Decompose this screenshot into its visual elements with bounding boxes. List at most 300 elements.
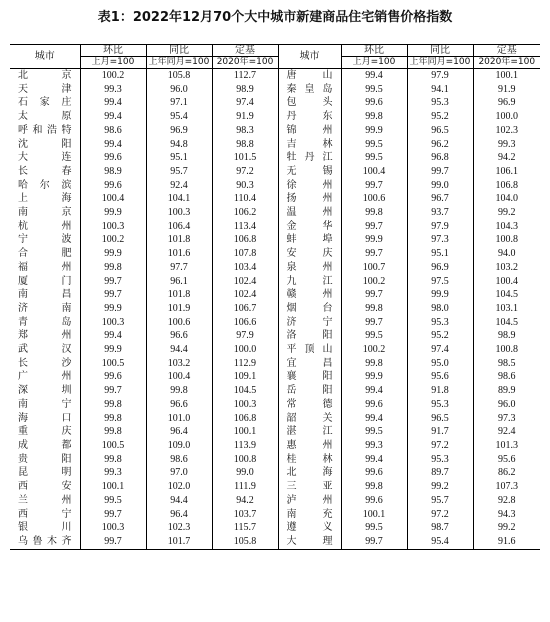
left-city-cell: 昆明 <box>18 467 72 479</box>
table-row <box>10 439 540 453</box>
right-yoy-cell: 95.0 <box>407 357 473 371</box>
right-yoy-cell: 89.7 <box>407 466 473 480</box>
left-city-cell: 厦门 <box>18 275 72 287</box>
left-city-cell: 大连 <box>18 152 72 164</box>
right-fixed-cell: 94.2 <box>473 151 540 165</box>
right-city-cell: 丹东 <box>278 110 341 124</box>
right-yoy-cell: 95.4 <box>407 535 473 549</box>
left-fixed-cell: 104.5 <box>212 384 278 398</box>
right-fixed-cell: 89.9 <box>473 384 540 398</box>
left-yoy-cell: 101.9 <box>146 302 212 316</box>
right-yoy-cell: 99.9 <box>407 288 473 302</box>
price-index-table <box>10 44 540 550</box>
table-row <box>10 124 540 138</box>
left-mom-cell: 99.3 <box>80 83 146 97</box>
right-yoy-cell: 96.9 <box>407 261 473 275</box>
right-mom-cell: 99.8 <box>341 206 407 220</box>
left-mom-cell: 99.6 <box>80 151 146 165</box>
right-yoy-cell: 96.5 <box>407 124 473 138</box>
yoy-header-right: 同比 <box>407 45 473 57</box>
left-yoy-cell: 106.4 <box>146 220 212 234</box>
right-city-cell: 赣州 <box>278 288 341 302</box>
left-city-cell: 重庆 <box>18 426 72 438</box>
table-row <box>10 302 540 316</box>
left-fixed-cell: 110.4 <box>212 192 278 206</box>
left-mom-cell: 99.4 <box>80 96 146 110</box>
left-mom-cell: 100.2 <box>80 233 146 247</box>
right-fixed-cell: 92.4 <box>473 425 540 439</box>
left-city-cell: 郑州 <box>18 330 72 342</box>
right-city-cell: 韶关 <box>278 412 341 426</box>
right-yoy-cell: 95.3 <box>407 453 473 467</box>
yoy-header-left: 同比 <box>146 45 212 57</box>
left-fixed-cell: 103.7 <box>212 508 278 522</box>
mom-base-left: 上月=100 <box>80 57 146 69</box>
left-yoy-cell: 101.8 <box>146 233 212 247</box>
yoy-base-left: 上年同月=100 <box>146 57 212 69</box>
mom-header-right: 环比 <box>341 45 407 57</box>
left-city-cell: 福州 <box>18 261 72 273</box>
table-row <box>10 425 540 439</box>
mom-header-left: 环比 <box>80 45 146 57</box>
left-city-cell: 武汉 <box>18 344 72 356</box>
left-yoy-cell: 96.4 <box>146 425 212 439</box>
left-city-cell: 合肥 <box>18 248 72 260</box>
right-yoy-cell: 97.9 <box>407 69 473 83</box>
right-fixed-cell: 104.5 <box>473 316 540 330</box>
left-yoy-cell: 96.0 <box>146 83 212 97</box>
table-row <box>10 110 540 124</box>
left-city-cell: 沈阳 <box>18 138 72 150</box>
left-fixed-cell: 101.5 <box>212 151 278 165</box>
right-mom-cell: 99.4 <box>341 412 407 426</box>
left-city-cell: 上海 <box>18 193 72 205</box>
table-row <box>10 494 540 508</box>
right-mom-cell: 99.9 <box>341 124 407 138</box>
table-row <box>10 412 540 426</box>
right-yoy-cell: 98.7 <box>407 521 473 535</box>
city-header-left: 城市 <box>10 45 80 69</box>
right-city-cell: 三亚 <box>278 480 341 494</box>
table-row <box>10 384 540 398</box>
table-row <box>10 466 540 480</box>
left-city-cell: 呼和浩特 <box>18 124 72 136</box>
left-yoy-cell: 100.4 <box>146 370 212 384</box>
left-fixed-cell: 115.7 <box>212 521 278 535</box>
left-city-cell: 广州 <box>18 371 72 383</box>
left-fixed-cell: 103.4 <box>212 261 278 275</box>
left-fixed-cell: 97.4 <box>212 96 278 110</box>
fixed-base-left: 2020年=100 <box>212 57 278 69</box>
left-fixed-cell: 113.4 <box>212 220 278 234</box>
table-title: 表1：2022年12月70个大中城市新建商品住宅销售价格指数 <box>97 10 453 25</box>
right-mom-cell: 99.9 <box>341 233 407 247</box>
left-mom-cell: 99.8 <box>80 398 146 412</box>
left-mom-cell: 99.5 <box>80 494 146 508</box>
right-fixed-cell: 97.3 <box>473 412 540 426</box>
right-city-cell: 泸州 <box>278 494 341 508</box>
right-fixed-cell: 102.3 <box>473 124 540 138</box>
table-row <box>10 343 540 357</box>
right-fixed-cell: 94.3 <box>473 508 540 522</box>
table-row <box>10 192 540 206</box>
left-yoy-cell: 102.0 <box>146 480 212 494</box>
left-fixed-cell: 102.4 <box>212 275 278 289</box>
left-fixed-cell: 113.9 <box>212 439 278 453</box>
left-yoy-cell: 103.2 <box>146 357 212 371</box>
right-yoy-cell: 95.3 <box>407 398 473 412</box>
left-city-cell: 南昌 <box>18 289 72 301</box>
left-mom-cell: 99.6 <box>80 370 146 384</box>
table-row <box>10 83 540 97</box>
right-mom-cell: 99.7 <box>341 316 407 330</box>
right-mom-cell: 99.6 <box>341 96 407 110</box>
right-city-cell: 洛阳 <box>278 329 341 343</box>
left-mom-cell: 99.9 <box>80 302 146 316</box>
right-mom-cell: 99.4 <box>341 384 407 398</box>
table-row <box>10 247 540 261</box>
table-row <box>10 165 540 179</box>
left-city-cell: 成都 <box>18 439 72 451</box>
right-yoy-cell: 95.1 <box>407 247 473 261</box>
left-city-cell: 海口 <box>18 412 72 424</box>
left-yoy-cell: 104.1 <box>146 192 212 206</box>
right-mom-cell: 99.5 <box>341 521 407 535</box>
right-city-cell: 湛江 <box>278 425 341 439</box>
right-city-cell: 平顶山 <box>278 343 341 357</box>
table-row <box>10 69 540 83</box>
right-fixed-cell: 98.6 <box>473 370 540 384</box>
right-mom-cell: 99.8 <box>341 480 407 494</box>
left-yoy-cell: 102.3 <box>146 521 212 535</box>
table-row <box>10 357 540 371</box>
left-fixed-cell: 106.8 <box>212 233 278 247</box>
left-mom-cell: 100.5 <box>80 439 146 453</box>
left-yoy-cell: 100.6 <box>146 316 212 330</box>
table-row <box>10 96 540 110</box>
left-yoy-cell: 95.1 <box>146 151 212 165</box>
left-fixed-cell: 90.3 <box>212 179 278 193</box>
left-fixed-cell: 112.9 <box>212 357 278 371</box>
right-city-cell: 金华 <box>278 220 341 234</box>
left-mom-cell: 99.8 <box>80 412 146 426</box>
table-row <box>10 508 540 522</box>
left-yoy-cell: 97.0 <box>146 466 212 480</box>
left-yoy-cell: 101.6 <box>146 247 212 261</box>
right-mom-cell: 99.8 <box>341 357 407 371</box>
left-mom-cell: 99.9 <box>80 247 146 261</box>
left-yoy-cell: 95.7 <box>146 165 212 179</box>
table-row <box>10 261 540 275</box>
left-mom-cell: 98.9 <box>80 165 146 179</box>
left-city-cell: 贵阳 <box>18 453 72 465</box>
left-fixed-cell: 100.1 <box>212 425 278 439</box>
table-row <box>10 179 540 193</box>
left-yoy-cell: 96.4 <box>146 508 212 522</box>
left-mom-cell: 99.7 <box>80 384 146 398</box>
left-mom-cell: 98.6 <box>80 124 146 138</box>
right-city-cell: 秦皇岛 <box>278 83 341 97</box>
right-city-cell: 遵义 <box>278 521 341 535</box>
left-mom-cell: 100.5 <box>80 357 146 371</box>
left-city-cell: 长沙 <box>18 357 72 369</box>
left-mom-cell: 99.9 <box>80 206 146 220</box>
right-city-cell: 济宁 <box>278 316 341 330</box>
left-fixed-cell: 107.8 <box>212 247 278 261</box>
right-yoy-cell: 93.7 <box>407 206 473 220</box>
right-yoy-cell: 96.2 <box>407 138 473 152</box>
left-yoy-cell: 100.3 <box>146 206 212 220</box>
left-yoy-cell: 99.8 <box>146 384 212 398</box>
right-mom-cell: 99.4 <box>341 69 407 83</box>
left-yoy-cell: 105.8 <box>146 69 212 83</box>
right-mom-cell: 99.7 <box>341 220 407 234</box>
left-mom-cell: 100.1 <box>80 480 146 494</box>
price-index-table-container <box>10 44 540 550</box>
left-yoy-cell: 97.7 <box>146 261 212 275</box>
right-yoy-cell: 95.3 <box>407 96 473 110</box>
right-mom-cell: 100.2 <box>341 343 407 357</box>
right-mom-cell: 100.6 <box>341 192 407 206</box>
right-city-cell: 桂林 <box>278 453 341 467</box>
left-city-cell: 太原 <box>18 111 72 123</box>
left-fixed-cell: 98.8 <box>212 138 278 152</box>
right-yoy-cell: 97.3 <box>407 233 473 247</box>
right-fixed-cell: 103.2 <box>473 261 540 275</box>
right-mom-cell: 99.4 <box>341 453 407 467</box>
right-yoy-cell: 91.8 <box>407 384 473 398</box>
right-fixed-cell: 100.1 <box>473 69 540 83</box>
right-yoy-cell: 91.7 <box>407 425 473 439</box>
fixed-header-left: 定基 <box>212 45 278 57</box>
right-yoy-cell: 96.7 <box>407 192 473 206</box>
table-body <box>10 69 540 550</box>
left-yoy-cell: 96.1 <box>146 275 212 289</box>
right-city-cell: 包头 <box>278 96 341 110</box>
right-fixed-cell: 99.2 <box>473 206 540 220</box>
right-yoy-cell: 95.3 <box>407 316 473 330</box>
right-yoy-cell: 96.8 <box>407 151 473 165</box>
right-mom-cell: 99.7 <box>341 288 407 302</box>
left-city-cell: 南宁 <box>18 398 72 410</box>
left-mom-cell: 99.3 <box>80 466 146 480</box>
right-fixed-cell: 94.0 <box>473 247 540 261</box>
table-row <box>10 316 540 330</box>
left-mom-cell: 100.4 <box>80 192 146 206</box>
right-fixed-cell: 100.8 <box>473 343 540 357</box>
right-fixed-cell: 104.5 <box>473 288 540 302</box>
left-fixed-cell: 100.8 <box>212 453 278 467</box>
right-mom-cell: 99.5 <box>341 151 407 165</box>
left-yoy-cell: 94.8 <box>146 138 212 152</box>
table-row <box>10 453 540 467</box>
left-yoy-cell: 97.1 <box>146 96 212 110</box>
right-mom-cell: 99.5 <box>341 83 407 97</box>
left-mom-cell: 100.2 <box>80 69 146 83</box>
right-city-cell: 宜昌 <box>278 357 341 371</box>
left-fixed-cell: 97.2 <box>212 165 278 179</box>
right-fixed-cell: 99.3 <box>473 138 540 152</box>
left-city-cell: 杭州 <box>18 220 72 232</box>
right-yoy-cell: 97.2 <box>407 439 473 453</box>
left-fixed-cell: 111.9 <box>212 480 278 494</box>
right-mom-cell: 99.8 <box>341 110 407 124</box>
right-city-cell: 惠州 <box>278 439 341 453</box>
right-fixed-cell: 104.0 <box>473 192 540 206</box>
left-mom-cell: 99.7 <box>80 275 146 289</box>
right-yoy-cell: 99.0 <box>407 179 473 193</box>
right-mom-cell: 99.7 <box>341 535 407 549</box>
left-mom-cell: 99.8 <box>80 453 146 467</box>
left-fixed-cell: 109.1 <box>212 370 278 384</box>
right-yoy-cell: 95.2 <box>407 110 473 124</box>
right-mom-cell: 99.5 <box>341 329 407 343</box>
right-mom-cell: 99.8 <box>341 302 407 316</box>
left-mom-cell: 99.4 <box>80 110 146 124</box>
left-yoy-cell: 96.6 <box>146 398 212 412</box>
right-yoy-cell: 97.4 <box>407 343 473 357</box>
left-mom-cell: 99.6 <box>80 179 146 193</box>
left-yoy-cell: 101.7 <box>146 535 212 549</box>
right-fixed-cell: 92.8 <box>473 494 540 508</box>
right-yoy-cell: 97.9 <box>407 220 473 234</box>
right-fixed-cell: 95.6 <box>473 453 540 467</box>
left-yoy-cell: 95.4 <box>146 110 212 124</box>
right-yoy-cell: 95.2 <box>407 329 473 343</box>
left-fixed-cell: 105.8 <box>212 535 278 549</box>
right-fixed-cell: 106.1 <box>473 165 540 179</box>
left-city-cell: 南京 <box>18 207 72 219</box>
right-fixed-cell: 96.9 <box>473 96 540 110</box>
table-row <box>10 151 540 165</box>
right-mom-cell: 99.6 <box>341 466 407 480</box>
right-city-cell: 烟台 <box>278 302 341 316</box>
left-mom-cell: 99.8 <box>80 261 146 275</box>
right-fixed-cell: 103.1 <box>473 302 540 316</box>
right-city-cell: 温州 <box>278 206 341 220</box>
table-row <box>10 480 540 494</box>
left-mom-cell: 100.3 <box>80 316 146 330</box>
right-mom-cell: 100.4 <box>341 165 407 179</box>
left-fixed-cell: 112.7 <box>212 69 278 83</box>
table-row <box>10 288 540 302</box>
fixed-header-right: 定基 <box>473 45 540 57</box>
right-mom-cell: 99.9 <box>341 370 407 384</box>
table-row <box>10 329 540 343</box>
right-fixed-cell: 91.9 <box>473 83 540 97</box>
right-mom-cell: 99.6 <box>341 494 407 508</box>
left-city-cell: 深圳 <box>18 385 72 397</box>
right-yoy-cell: 97.2 <box>407 508 473 522</box>
right-fixed-cell: 104.3 <box>473 220 540 234</box>
left-mom-cell: 99.7 <box>80 508 146 522</box>
left-mom-cell: 99.7 <box>80 535 146 549</box>
right-mom-cell: 100.7 <box>341 261 407 275</box>
city-header-right: 城市 <box>278 45 341 69</box>
right-city-cell: 南充 <box>278 508 341 522</box>
left-fixed-cell: 106.8 <box>212 412 278 426</box>
right-fixed-cell: 99.2 <box>473 521 540 535</box>
right-mom-cell: 99.6 <box>341 398 407 412</box>
right-city-cell: 扬州 <box>278 192 341 206</box>
right-mom-cell: 100.2 <box>341 275 407 289</box>
right-city-cell: 北海 <box>278 466 341 480</box>
right-fixed-cell: 98.5 <box>473 357 540 371</box>
left-mom-cell: 99.8 <box>80 425 146 439</box>
right-city-cell: 九江 <box>278 275 341 289</box>
right-mom-cell: 99.3 <box>341 439 407 453</box>
yoy-base-right: 上年同月=100 <box>407 57 473 69</box>
right-fixed-cell: 96.0 <box>473 398 540 412</box>
right-city-cell: 蚌埠 <box>278 233 341 247</box>
right-mom-cell: 99.7 <box>341 179 407 193</box>
right-city-cell: 襄阳 <box>278 370 341 384</box>
right-yoy-cell: 94.1 <box>407 83 473 97</box>
left-yoy-cell: 101.8 <box>146 288 212 302</box>
left-city-cell: 北京 <box>18 70 72 81</box>
left-fixed-cell: 102.4 <box>212 288 278 302</box>
right-city-cell: 徐州 <box>278 179 341 193</box>
left-city-cell: 兰州 <box>18 494 72 506</box>
left-yoy-cell: 96.6 <box>146 329 212 343</box>
left-city-cell: 西宁 <box>18 508 72 520</box>
table-row <box>10 275 540 289</box>
left-city-cell: 青岛 <box>18 316 72 328</box>
left-city-cell: 哈尔滨 <box>18 179 72 191</box>
right-fixed-cell: 107.3 <box>473 480 540 494</box>
right-fixed-cell: 91.6 <box>473 535 540 549</box>
left-fixed-cell: 106.7 <box>212 302 278 316</box>
table-row <box>10 535 540 549</box>
left-fixed-cell: 98.9 <box>212 83 278 97</box>
mom-base-right: 上月=100 <box>341 57 407 69</box>
left-city-cell: 宁波 <box>18 234 72 246</box>
right-yoy-cell: 95.7 <box>407 494 473 508</box>
right-mom-cell: 99.5 <box>341 425 407 439</box>
table-row <box>10 370 540 384</box>
left-yoy-cell: 96.9 <box>146 124 212 138</box>
left-fixed-cell: 106.2 <box>212 206 278 220</box>
left-fixed-cell: 97.9 <box>212 329 278 343</box>
right-fixed-cell: 98.9 <box>473 329 540 343</box>
left-mom-cell: 99.9 <box>80 343 146 357</box>
right-mom-cell: 99.7 <box>341 247 407 261</box>
table-row <box>10 138 540 152</box>
right-city-cell: 常德 <box>278 398 341 412</box>
table-row <box>10 206 540 220</box>
right-yoy-cell: 97.5 <box>407 275 473 289</box>
left-mom-cell: 99.4 <box>80 138 146 152</box>
left-city-cell: 乌鲁木齐 <box>18 535 72 547</box>
left-city-cell: 石家庄 <box>18 97 72 109</box>
right-yoy-cell: 96.5 <box>407 412 473 426</box>
right-city-cell: 安庆 <box>278 247 341 261</box>
table-row <box>10 398 540 412</box>
right-city-cell: 唐山 <box>278 69 341 83</box>
table-row <box>10 521 540 535</box>
right-mom-cell: 100.1 <box>341 508 407 522</box>
right-fixed-cell: 86.2 <box>473 466 540 480</box>
left-fixed-cell: 98.3 <box>212 124 278 138</box>
left-city-cell: 长春 <box>18 165 72 177</box>
right-yoy-cell: 99.2 <box>407 480 473 494</box>
right-city-cell: 岳阳 <box>278 384 341 398</box>
left-city-cell: 银川 <box>18 522 72 534</box>
right-yoy-cell: 95.6 <box>407 370 473 384</box>
table-row <box>10 220 540 234</box>
left-mom-cell: 100.3 <box>80 220 146 234</box>
left-yoy-cell: 101.0 <box>146 412 212 426</box>
